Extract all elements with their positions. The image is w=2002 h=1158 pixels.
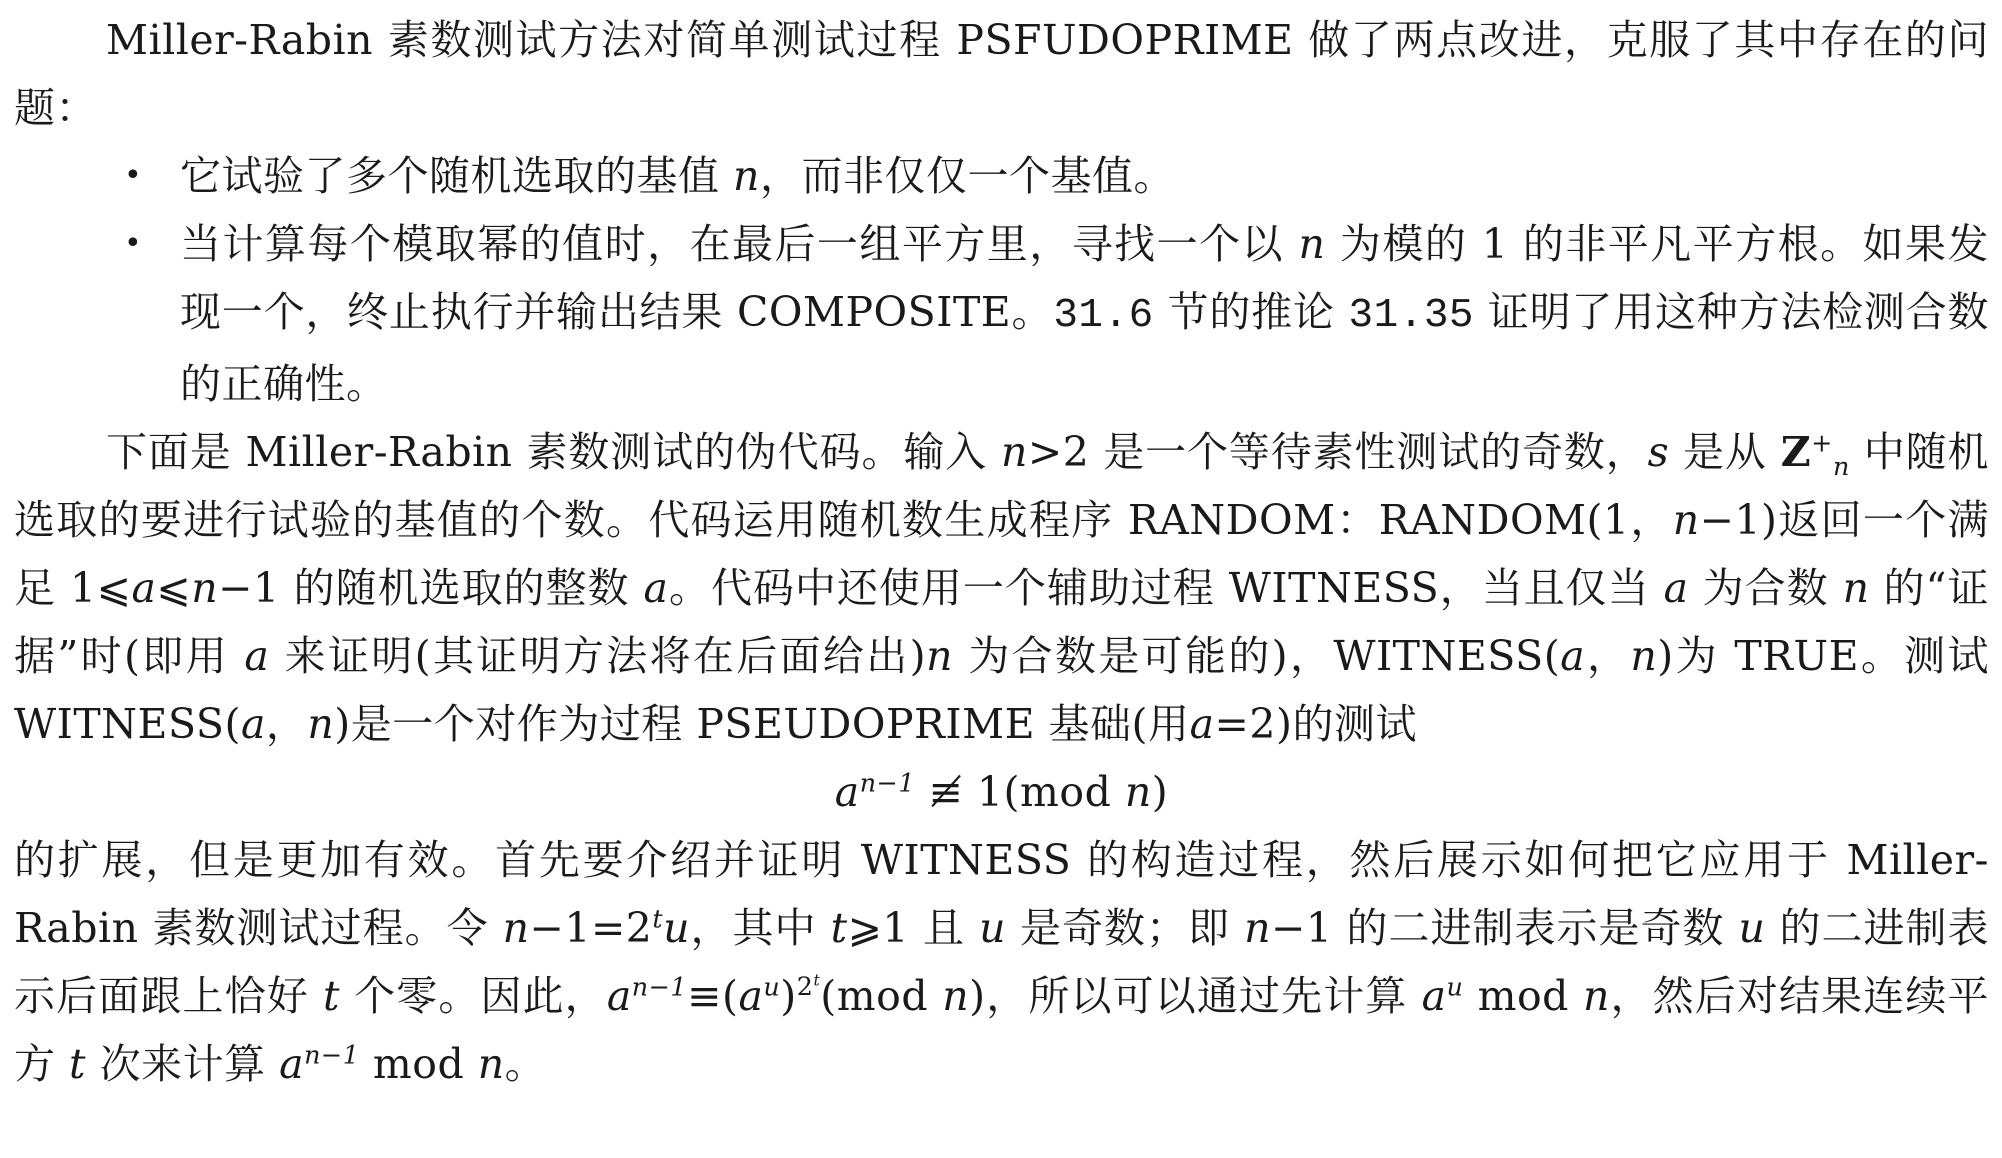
- text: 的二进制表示后面跟上恰好: [14, 904, 1989, 1020]
- text: )为 TRUE。测试 WITNESS(: [14, 632, 1990, 748]
- math-var: a: [606, 972, 632, 1020]
- list-item: [14, 210, 1989, 418]
- text: 个零。因此，: [339, 972, 607, 1020]
- paragraph-intro: [14, 6, 1989, 142]
- text: 节的推论: [1153, 288, 1349, 336]
- text: 中随机选取的要进行试验的基值的个数。代码运用随机数生成程序 RANDOM：RANDOM(1，: [14, 428, 1989, 544]
- math-exponent: [797, 971, 821, 1001]
- text: 是从: [1669, 428, 1781, 476]
- math-var: n: [926, 632, 953, 680]
- math-var: s: [1647, 428, 1670, 476]
- math-var: a: [1560, 632, 1586, 680]
- text: 的扩展，但是更加有效。首先要介绍并证明 WITNESS 的构造过程，然后展示如何把它应用于 Miller-Rabin 素数测试过程。令: [14, 836, 1989, 952]
- math-exponent: u: [1446, 971, 1464, 1002]
- text: >2 是一个等待素性测试的奇数，: [1027, 428, 1648, 476]
- text: ，然后对结果连续平方: [14, 972, 1989, 1088]
- math-sub: n: [1832, 451, 1850, 482]
- text: ⩾1 且: [847, 904, 980, 952]
- text: ≡(: [687, 972, 739, 1020]
- text: 为模的: [1325, 220, 1482, 268]
- math-var: a: [279, 1040, 305, 1088]
- text: mod: [1463, 972, 1584, 1020]
- text: ): [780, 972, 797, 1020]
- math-var: t: [322, 972, 340, 1020]
- math-set-z: Z: [1780, 428, 1812, 476]
- text: 为合数是可能的)，WITNESS(: [952, 632, 1561, 680]
- text: −1=2: [529, 904, 653, 952]
- display-formula: [14, 758, 1989, 826]
- math-var: n: [1244, 904, 1271, 952]
- math-var: n: [942, 972, 970, 1020]
- section-ref: 31.6: [1053, 293, 1154, 339]
- math-var: a: [643, 564, 669, 612]
- text: 来证明(其证明方法将在后面给出): [269, 632, 927, 680]
- math-var: n: [1842, 564, 1870, 612]
- paragraph-witness-extension: [14, 826, 1989, 1098]
- math-var: a: [834, 768, 860, 816]
- text: −1 的二进制表示是奇数: [1270, 904, 1739, 952]
- math-var: t: [830, 904, 848, 952]
- math-text: ): [1151, 768, 1169, 816]
- text: ，: [265, 700, 308, 748]
- list-item: [14, 142, 1989, 210]
- math-var: n: [1583, 972, 1610, 1020]
- math-var: n: [1630, 632, 1658, 680]
- math-var: n: [191, 564, 219, 612]
- math-var: a: [131, 564, 157, 612]
- math-var: a: [1421, 972, 1447, 1020]
- text: 。代码中还使用一个辅助过程 WITNESS，当且仅当: [668, 564, 1664, 612]
- math-var: n: [1001, 428, 1028, 476]
- math-var: a: [240, 700, 266, 748]
- math-var: a: [738, 972, 764, 1020]
- math-exponent: t: [652, 903, 664, 934]
- math-var: a: [244, 632, 270, 680]
- text: 下面是 Miller-Rabin 素数测试的伪代码。输入: [106, 428, 1001, 476]
- math-var: n: [733, 152, 760, 200]
- text: 证明了用这种方法检测合数的正确性。: [180, 288, 1989, 408]
- math-exponent-base: 2: [796, 971, 814, 1002]
- math-sup: +: [1811, 427, 1833, 458]
- math-var: u: [1738, 904, 1766, 952]
- text: 它试验了多个随机选取的基值: [180, 152, 734, 200]
- math-var: n: [502, 904, 530, 952]
- paragraph-pseudocode-intro: [14, 418, 1989, 758]
- math-var: n: [307, 700, 335, 748]
- math-var: u: [663, 904, 691, 952]
- text: 的“证据”时(即用: [14, 564, 1989, 680]
- math-exponent: n−1: [304, 1039, 360, 1070]
- improvement-list: [14, 142, 2002, 418]
- text: ，: [1585, 632, 1631, 680]
- text: 次来计算: [86, 1040, 280, 1088]
- intro-text: Miller-Rabin 素数测试方法对简单测试过程 PSFUDOPRIME 做了两点改进，克服了其中存在的问题：: [14, 16, 1989, 132]
- math-var: t: [69, 1040, 87, 1088]
- text: 是奇数；即: [1005, 904, 1245, 952]
- math-var: n: [1672, 496, 1700, 544]
- math-var: u: [979, 904, 1006, 952]
- math-var: n: [1124, 768, 1152, 816]
- corollary-ref: 31.35: [1348, 293, 1475, 339]
- text: (mod: [820, 972, 943, 1020]
- text: −1 的随机选取的整数: [218, 564, 644, 612]
- text: )，所以可以通过先计算: [969, 972, 1422, 1020]
- math-var: n: [477, 1040, 505, 1088]
- text: ，而非仅仅一个基值。: [759, 152, 1175, 200]
- math-relation: ≢ 1(mod: [915, 768, 1125, 816]
- bullet-icon: •: [124, 226, 143, 261]
- text: =2)的测试: [1214, 700, 1417, 748]
- text: −1)返回一个满足 1⩽: [14, 496, 1989, 612]
- text: ，其中: [690, 904, 831, 952]
- bullet-icon: •: [124, 158, 143, 193]
- text: 为合数: [1688, 564, 1843, 612]
- math-var: a: [1189, 700, 1215, 748]
- math-exponent-inner: t: [813, 970, 821, 990]
- math-exponent: n−1: [859, 767, 916, 798]
- text: ⩽: [156, 564, 192, 612]
- text: 的非平凡平方根。如果发现一个，终止执行并输出结果 COMPOSITE。: [180, 220, 1989, 336]
- number: 1: [1481, 220, 1509, 268]
- math-exponent: n−1: [631, 971, 688, 1002]
- text: mod: [359, 1040, 478, 1088]
- text: )是一个对作为过程 PSEUDOPRIME 基础(用: [334, 700, 1190, 748]
- math-var: n: [1298, 220, 1326, 268]
- math-var: a: [1663, 564, 1689, 612]
- math-exponent: u: [763, 971, 781, 1002]
- text: 当计算每个模取幂的值时，在最后一组平方里，寻找一个以: [180, 220, 1299, 268]
- text: 。: [504, 1040, 547, 1088]
